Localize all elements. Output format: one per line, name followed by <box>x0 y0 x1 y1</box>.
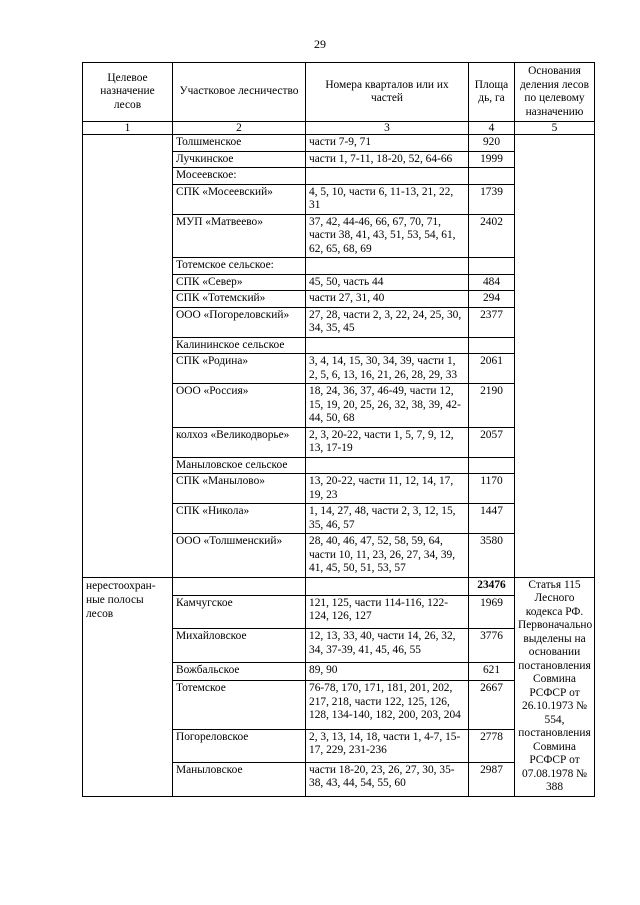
quarter-numbers: 27, 28, части 2, 3, 22, 24, 25, 30, 34, 35, 45 <box>306 307 469 337</box>
forestry-name: Толшменское <box>173 135 306 152</box>
quarter-numbers: 45, 50, часть 44 <box>306 274 469 291</box>
quarter-numbers <box>306 258 469 275</box>
forestry-name: МУП «Матвеево» <box>173 214 306 258</box>
table-header-row <box>83 63 595 122</box>
column-number: 5 <box>515 122 595 135</box>
quarter-numbers: 3, 4, 14, 15, 30, 34, 39, части 1, 2, 5, 6, 13, 16, 21, 26, 28, 29, 33 <box>306 354 469 384</box>
area-value: 2377 <box>469 307 515 337</box>
quarter-numbers: 18, 24, 36, 37, 46-49, части 12, 15, 19, 20, 25, 26, 32, 38, 39, 42-44, 50, 68 <box>306 384 469 428</box>
quarter-numbers: 2, 3, 13, 14, 18, части 1, 4-7, 15-17, 229, 231-236 <box>306 729 469 762</box>
area-value <box>469 337 515 354</box>
forestry-name: Лучкинское <box>173 151 306 168</box>
forestry-name: Калининское сельское <box>173 337 306 354</box>
area-value: 1739 <box>469 184 515 214</box>
area-value: 3580 <box>469 534 515 578</box>
forestry-name: Вожбальское <box>173 662 306 680</box>
quarter-numbers: части 27, 31, 40 <box>306 291 469 308</box>
forestry-name: ООО «Толшменский» <box>173 534 306 578</box>
area-value: 920 <box>469 135 515 152</box>
forestry-name: СПК «Родина» <box>173 354 306 384</box>
quarter-numbers <box>306 168 469 185</box>
quarter-numbers: части 18-20, 23, 26, 27, 30, 35-38, 43, 44, 54, 55, 60 <box>306 762 469 796</box>
table-row <box>83 577 595 595</box>
area-value: 621 <box>469 662 515 680</box>
section-2-body <box>83 577 595 796</box>
forestry-name: Тотемское сельское: <box>173 258 306 275</box>
header-basis: Основания деления лесов по целевому назначению <box>515 63 595 122</box>
area-value: 2402 <box>469 214 515 258</box>
basis-text: Статья 115 Лесного кодекса РФ. Первоначально выделены на основании постановления Совмина РСФСР от 26.10.1973 № 554, постановления Совмина РСФСР от 07.08.1978 № 388 <box>515 577 595 796</box>
area-value: 3776 <box>469 629 515 662</box>
forestry-name: Мосеевское: <box>173 168 306 185</box>
column-number: 4 <box>469 122 515 135</box>
purpose-cell-empty <box>83 135 173 578</box>
forestry-name: ООО «Погореловский» <box>173 307 306 337</box>
purpose-spawning-protection: нерестоохран-ные полосы лесов <box>83 577 173 796</box>
area-value: 2061 <box>469 354 515 384</box>
area-value: 484 <box>469 274 515 291</box>
quarter-numbers: части 1, 7-11, 18-20, 52, 64-66 <box>306 151 469 168</box>
area-value: 2190 <box>469 384 515 428</box>
forestry-name: Маныловское <box>173 762 306 796</box>
area-value: 2778 <box>469 729 515 762</box>
area-value <box>469 168 515 185</box>
table-row <box>83 135 595 152</box>
area-value: 294 <box>469 291 515 308</box>
quarter-numbers: 12, 13, 33, 40, части 14, 26, 32, 34, 37-39, 41, 45, 46, 55 <box>306 629 469 662</box>
header-forestry-district: Участковое лесничество <box>173 63 306 122</box>
area-value <box>469 258 515 275</box>
forestry-name: Камчугское <box>173 595 306 628</box>
quarter-numbers: части 7-9, 71 <box>306 135 469 152</box>
area-value: 1969 <box>469 595 515 628</box>
quarter-numbers-empty <box>306 577 469 595</box>
forestry-name: СПК «Тотемский» <box>173 291 306 308</box>
forestry-name-empty <box>173 577 306 595</box>
quarter-numbers: 13, 20-22, части 11, 12, 14, 17, 19, 23 <box>306 474 469 504</box>
forest-division-table <box>82 62 595 797</box>
area-value: 1170 <box>469 474 515 504</box>
section-1-body <box>83 135 595 578</box>
column-number: 3 <box>306 122 469 135</box>
forestry-name: СПК «Мосеевский» <box>173 184 306 214</box>
column-number-row <box>83 122 595 135</box>
area-value <box>469 457 515 474</box>
forestry-name: Михайловское <box>173 629 306 662</box>
quarter-numbers: 28, 40, 46, 47, 52, 58, 59, 64, части 10, 11, 23, 26, 27, 34, 39, 41, 45, 50, 51, 53, 57 <box>306 534 469 578</box>
header-quarter-numbers: Номера кварталов или их частей <box>306 63 469 122</box>
header-purpose: Целевое назначение лесов <box>83 63 173 122</box>
page-number: 29 <box>314 37 326 51</box>
basis-cell-empty <box>515 135 595 578</box>
area-total: 23476 <box>469 577 515 595</box>
forestry-name: СПК «Никола» <box>173 504 306 534</box>
forestry-name: колхоз «Великодворье» <box>173 427 306 457</box>
quarter-numbers: 89, 90 <box>306 662 469 680</box>
area-value: 1447 <box>469 504 515 534</box>
forestry-name: ООО «Россия» <box>173 384 306 428</box>
quarter-numbers: 121, 125, части 114-116, 122-124, 126, 127 <box>306 595 469 628</box>
quarter-numbers: 76-78, 170, 171, 181, 201, 202, 217, 218, части 122, 125, 126, 128, 134-140, 182, 200, 203, 204 <box>306 681 469 729</box>
forestry-name: СПК «Север» <box>173 274 306 291</box>
quarter-numbers <box>306 457 469 474</box>
quarter-numbers: 2, 3, 20-22, части 1, 5, 7, 9, 12, 13, 17-19 <box>306 427 469 457</box>
quarter-numbers <box>306 337 469 354</box>
quarter-numbers: 4, 5, 10, части 6, 11-13, 21, 22, 31 <box>306 184 469 214</box>
quarter-numbers: 37, 42, 44-46, 66, 67, 70, 71, части 38, 41, 43, 51, 53, 54, 61, 62, 65, 68, 69 <box>306 214 469 258</box>
forestry-name: СПК «Манылово» <box>173 474 306 504</box>
header-area: Площа дь, га <box>469 63 515 122</box>
area-value: 1999 <box>469 151 515 168</box>
column-number: 2 <box>173 122 306 135</box>
quarter-numbers: 1, 14, 27, 48, части 2, 3, 12, 15, 35, 46, 57 <box>306 504 469 534</box>
area-value: 2667 <box>469 681 515 729</box>
area-value: 2057 <box>469 427 515 457</box>
forestry-name: Маныловское сельское <box>173 457 306 474</box>
forestry-name: Тотемское <box>173 681 306 729</box>
area-value: 2987 <box>469 762 515 796</box>
column-number: 1 <box>83 122 173 135</box>
forestry-name: Погореловское <box>173 729 306 762</box>
